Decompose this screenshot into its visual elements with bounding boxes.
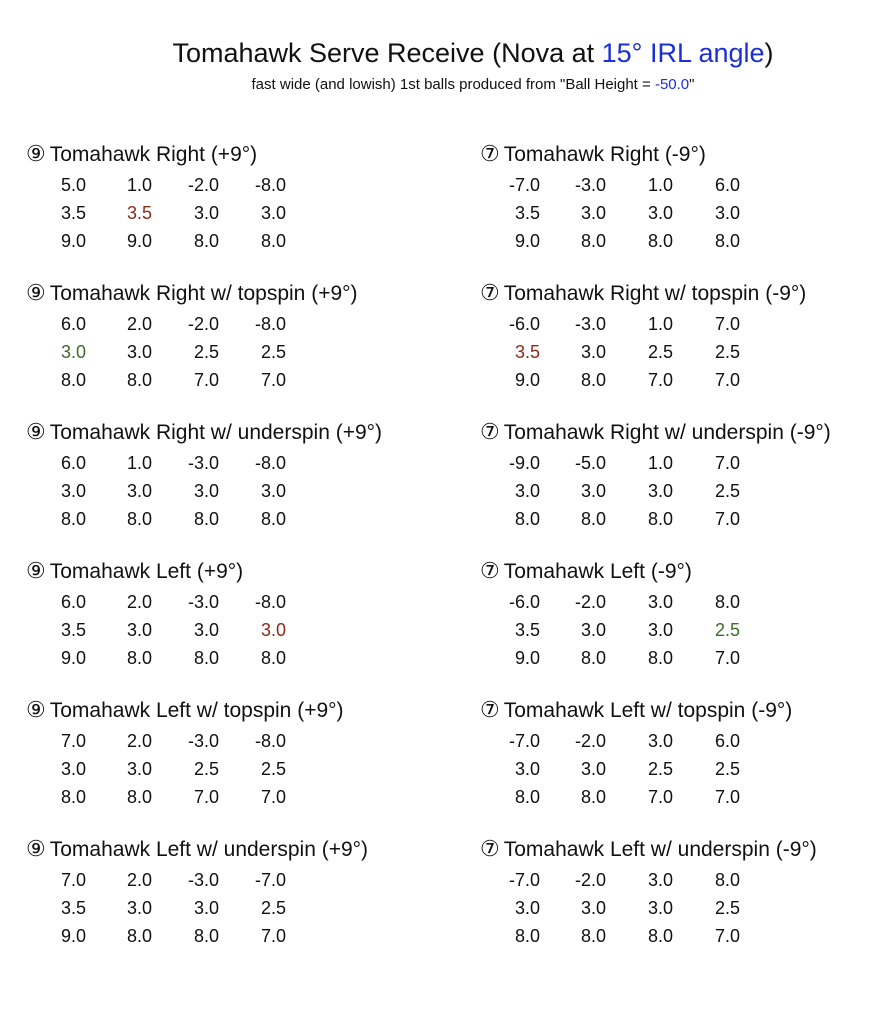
panel-title [26, 559, 243, 584]
panel-badge: ⑦ [480, 280, 500, 305]
value-row [26, 480, 446, 508]
subtitle-prefix: fast wide (and lowish) 1st balls produced from "Ball Height = [251, 76, 655, 93]
panel-angle: (-9°) [789, 421, 831, 444]
value-cell: 3.0 [260, 203, 286, 223]
value-cell: -5.0 [574, 453, 606, 473]
value-cell: 3.0 [193, 898, 219, 918]
value-cell: 2.0 [126, 592, 152, 612]
value-cell: -8.0 [254, 175, 286, 195]
value-cell: 7.0 [193, 787, 219, 807]
serve-panel [480, 281, 892, 411]
value-cell: 8.0 [714, 870, 740, 890]
value-cell: -3.0 [574, 314, 606, 334]
value-cell: 3.0 [647, 898, 673, 918]
value-cell: 3.0 [580, 620, 606, 640]
value-cell: 7.0 [647, 787, 673, 807]
value-cell: 7.0 [714, 787, 740, 807]
value-cell: 3.0 [647, 620, 673, 640]
panel-name: Tomahawk Left [49, 560, 191, 583]
value-cell: 2.5 [714, 898, 740, 918]
value-cell: 3.0 [514, 898, 540, 918]
value-cell: 2.0 [126, 731, 152, 751]
value-cell: -9.0 [508, 453, 540, 473]
value-cell: 7.0 [714, 648, 740, 668]
panel-badge: ⑦ [480, 141, 500, 166]
value-cell: 3.0 [647, 731, 673, 751]
panel-name: Tomahawk Right [49, 143, 205, 166]
value-cell: 2.5 [647, 342, 673, 362]
value-cell: -3.0 [187, 453, 219, 473]
value-row [26, 174, 446, 202]
value-cell: 8.0 [60, 370, 86, 390]
title-suffix: ) [764, 38, 774, 68]
value-row [26, 230, 446, 258]
value-cell: 3.0 [714, 203, 740, 223]
value-cell: 8.0 [193, 926, 219, 946]
value-cell: 3.0 [647, 870, 673, 890]
value-cell: 3.0 [514, 481, 540, 501]
value-cell: 2.5 [193, 759, 219, 779]
value-cell: 3.0 [580, 481, 606, 501]
value-cell: 2.0 [126, 314, 152, 334]
value-cell: 3.5 [126, 203, 152, 223]
value-cell: 8.0 [714, 231, 740, 251]
value-cell: 6.0 [60, 453, 86, 473]
value-row [26, 341, 446, 369]
value-cell: 8.0 [126, 787, 152, 807]
value-row [480, 869, 892, 897]
value-cell: 3.0 [60, 759, 86, 779]
value-cell: 6.0 [714, 175, 740, 195]
value-row [480, 758, 892, 786]
value-cell: 9.0 [60, 648, 86, 668]
value-cell: 3.0 [260, 620, 286, 640]
page-subtitle [0, 76, 892, 93]
value-cell: 9.0 [514, 370, 540, 390]
value-cell: 3.0 [260, 481, 286, 501]
value-cell: 9.0 [514, 231, 540, 251]
value-cell: 3.0 [126, 759, 152, 779]
panel-angle: (+9°) [311, 282, 358, 305]
value-row [480, 174, 892, 202]
value-cell: 6.0 [60, 314, 86, 334]
value-cell: -7.0 [508, 731, 540, 751]
value-cell: 9.0 [60, 231, 86, 251]
panel-badge: ⑦ [480, 697, 500, 722]
value-cell: -8.0 [254, 314, 286, 334]
serve-panel [480, 837, 892, 967]
title-prefix: Tomahawk Serve Receive (Nova at [172, 38, 602, 68]
value-row [480, 452, 892, 480]
value-row [26, 591, 446, 619]
value-cell: 1.0 [126, 175, 152, 195]
value-cell: 3.0 [647, 481, 673, 501]
value-cell: 8.0 [580, 926, 606, 946]
value-row [480, 480, 892, 508]
panel-angle: (+9°) [210, 143, 258, 166]
value-cell: 2.0 [126, 870, 152, 890]
value-row [480, 925, 892, 953]
value-cell: 3.5 [60, 203, 86, 223]
value-cell: 8.0 [126, 509, 152, 529]
value-row [480, 369, 892, 397]
panel-name: Tomahawk Left [503, 560, 645, 583]
value-cell: 2.5 [714, 759, 740, 779]
value-cell: 5.0 [60, 175, 86, 195]
value-cell: 1.0 [647, 453, 673, 473]
value-cell: -2.0 [187, 175, 219, 195]
value-row [480, 786, 892, 814]
value-cell: 3.0 [580, 203, 606, 223]
value-row [480, 313, 892, 341]
value-cell: 8.0 [126, 648, 152, 668]
value-cell: 7.0 [714, 453, 740, 473]
value-cell: 8.0 [580, 787, 606, 807]
value-cell: 8.0 [514, 926, 540, 946]
value-cell: 3.0 [193, 203, 219, 223]
value-row [26, 897, 446, 925]
value-cell: 3.0 [126, 481, 152, 501]
panel-title [480, 420, 831, 445]
value-row [26, 313, 446, 341]
value-cell: 6.0 [714, 731, 740, 751]
value-row [480, 202, 892, 230]
value-cell: 8.0 [260, 231, 286, 251]
value-cell: 3.0 [193, 481, 219, 501]
panel-name: Tomahawk Right w/ topspin [49, 282, 306, 305]
value-row [26, 647, 446, 675]
panel-angle: (+9°) [196, 560, 244, 583]
value-cell: -3.0 [574, 175, 606, 195]
panel-angle: (-9°) [650, 560, 692, 583]
value-cell: 3.5 [60, 620, 86, 640]
value-cell: 9.0 [514, 648, 540, 668]
panel-name: Tomahawk Left w/ topspin [49, 699, 292, 722]
value-cell: 8.0 [126, 926, 152, 946]
value-cell: -6.0 [508, 592, 540, 612]
value-cell: 7.0 [260, 926, 286, 946]
value-cell: -3.0 [187, 870, 219, 890]
panel-title [26, 281, 358, 306]
subtitle-suffix: " [689, 76, 695, 93]
panel-name: Tomahawk Left w/ topspin [503, 699, 746, 722]
value-cell: -7.0 [508, 870, 540, 890]
value-row [26, 369, 446, 397]
value-cell: 3.0 [193, 620, 219, 640]
value-cell: 8.0 [580, 648, 606, 668]
value-row [480, 591, 892, 619]
value-row [480, 508, 892, 536]
value-cell: 7.0 [714, 314, 740, 334]
panel-badge: ⑨ [26, 558, 46, 583]
value-row [26, 452, 446, 480]
serve-panel [480, 698, 892, 828]
value-cell: -2.0 [574, 731, 606, 751]
value-cell: 7.0 [714, 370, 740, 390]
value-cell: -8.0 [254, 453, 286, 473]
value-cell: 8.0 [260, 648, 286, 668]
value-cell: 7.0 [714, 509, 740, 529]
panel-title [480, 281, 806, 306]
value-row [26, 925, 446, 953]
value-cell: 3.5 [60, 898, 86, 918]
panel-badge: ⑨ [26, 141, 46, 166]
value-cell: 8.0 [580, 509, 606, 529]
panel-name: Tomahawk Right w/ topspin [503, 282, 760, 305]
value-row [480, 230, 892, 258]
value-cell: -8.0 [254, 592, 286, 612]
panel-title [26, 142, 257, 167]
serve-panel [480, 559, 892, 689]
value-cell: -3.0 [187, 592, 219, 612]
panel-title [480, 559, 692, 584]
serve-panel [26, 837, 446, 967]
panel-angle: (+9°) [297, 699, 344, 722]
value-cell: -3.0 [187, 731, 219, 751]
value-cell: 2.5 [714, 481, 740, 501]
panel-badge: ⑦ [480, 419, 500, 444]
panel-angle: (-9°) [664, 143, 706, 166]
value-cell: 8.0 [647, 926, 673, 946]
page-header [0, 36, 892, 93]
value-row [26, 786, 446, 814]
value-cell: 8.0 [60, 787, 86, 807]
value-cell: 3.5 [514, 620, 540, 640]
value-cell: 2.5 [260, 759, 286, 779]
value-cell: 2.5 [260, 342, 286, 362]
value-cell: 7.0 [60, 870, 86, 890]
value-cell: 8.0 [126, 370, 152, 390]
value-cell: 2.5 [714, 620, 740, 640]
value-row [26, 730, 446, 758]
value-cell: 9.0 [126, 231, 152, 251]
value-cell: 3.5 [514, 203, 540, 223]
value-cell: 2.5 [260, 898, 286, 918]
value-cell: -2.0 [574, 870, 606, 890]
panel-badge: ⑨ [26, 697, 46, 722]
serve-panel [26, 142, 446, 272]
value-cell: 3.0 [647, 203, 673, 223]
value-cell: 8.0 [260, 509, 286, 529]
panel-angle: (-9°) [775, 838, 817, 861]
value-cell: 3.0 [580, 898, 606, 918]
value-cell: 8.0 [193, 648, 219, 668]
subtitle-highlight: -50.0 [654, 76, 690, 93]
value-cell: 3.0 [647, 592, 673, 612]
serve-panel [26, 420, 446, 550]
value-row [480, 730, 892, 758]
value-cell: 1.0 [647, 175, 673, 195]
value-cell: 8.0 [193, 231, 219, 251]
panel-title [26, 420, 382, 445]
panel-name: Tomahawk Right w/ underspin [49, 421, 330, 444]
value-cell: 8.0 [514, 509, 540, 529]
value-cell: -7.0 [254, 870, 286, 890]
value-cell: -6.0 [508, 314, 540, 334]
panel-angle: (-9°) [751, 699, 793, 722]
panel-badge: ⑨ [26, 836, 46, 861]
value-cell: -2.0 [187, 314, 219, 334]
value-row [26, 508, 446, 536]
value-cell: 7.0 [647, 370, 673, 390]
serve-panel [26, 281, 446, 411]
value-row [26, 619, 446, 647]
value-cell: 6.0 [60, 592, 86, 612]
value-cell: 3.0 [580, 759, 606, 779]
value-row [26, 202, 446, 230]
value-row [480, 647, 892, 675]
value-cell: 3.0 [580, 342, 606, 362]
value-cell: 7.0 [60, 731, 86, 751]
value-cell: 2.5 [647, 759, 673, 779]
value-cell: 3.0 [514, 759, 540, 779]
serve-panel [26, 698, 446, 828]
value-cell: 8.0 [514, 787, 540, 807]
value-cell: 8.0 [647, 509, 673, 529]
value-cell: 3.0 [126, 342, 152, 362]
value-row [480, 341, 892, 369]
value-cell: -8.0 [254, 731, 286, 751]
value-cell: 8.0 [714, 592, 740, 612]
value-cell: 1.0 [647, 314, 673, 334]
serve-panel [480, 420, 892, 550]
value-cell: 8.0 [647, 231, 673, 251]
panel-badge: ⑨ [26, 280, 46, 305]
panel-title [26, 698, 344, 723]
value-cell: 3.0 [126, 620, 152, 640]
panel-angle: (+9°) [321, 838, 369, 861]
panel-title [480, 142, 706, 167]
value-row [480, 897, 892, 925]
panel-title [26, 837, 368, 862]
value-cell: 8.0 [193, 509, 219, 529]
value-row [26, 758, 446, 786]
value-cell: 3.0 [60, 481, 86, 501]
panel-badge: ⑦ [480, 836, 500, 861]
value-cell: 8.0 [580, 370, 606, 390]
value-cell: 3.0 [60, 342, 86, 362]
panel-badge: ⑨ [26, 419, 46, 444]
value-cell: -7.0 [508, 175, 540, 195]
panel-angle: (-9°) [765, 282, 807, 305]
title-highlight: 15° IRL angle [601, 38, 765, 68]
page-title [0, 36, 892, 70]
value-cell: 8.0 [647, 648, 673, 668]
value-cell: 3.5 [514, 342, 540, 362]
panel-name: Tomahawk Left w/ underspin [49, 838, 316, 861]
serve-panel [480, 142, 892, 272]
value-cell: 2.5 [193, 342, 219, 362]
value-row [480, 619, 892, 647]
value-cell: 7.0 [714, 926, 740, 946]
value-cell: 2.5 [714, 342, 740, 362]
value-cell: 7.0 [260, 787, 286, 807]
serve-panel [26, 559, 446, 689]
panel-name: Tomahawk Right [503, 143, 659, 166]
value-cell: 8.0 [60, 509, 86, 529]
value-cell: 3.0 [126, 898, 152, 918]
value-cell: 9.0 [60, 926, 86, 946]
panel-name: Tomahawk Right w/ underspin [503, 421, 784, 444]
value-cell: 1.0 [126, 453, 152, 473]
value-cell: -2.0 [574, 592, 606, 612]
value-cell: 7.0 [193, 370, 219, 390]
panel-name: Tomahawk Left w/ underspin [503, 838, 770, 861]
panel-title [480, 837, 817, 862]
value-cell: 8.0 [580, 231, 606, 251]
value-row [26, 869, 446, 897]
panel-angle: (+9°) [335, 421, 383, 444]
panel-title [480, 698, 792, 723]
value-cell: 7.0 [260, 370, 286, 390]
panel-badge: ⑦ [480, 558, 500, 583]
